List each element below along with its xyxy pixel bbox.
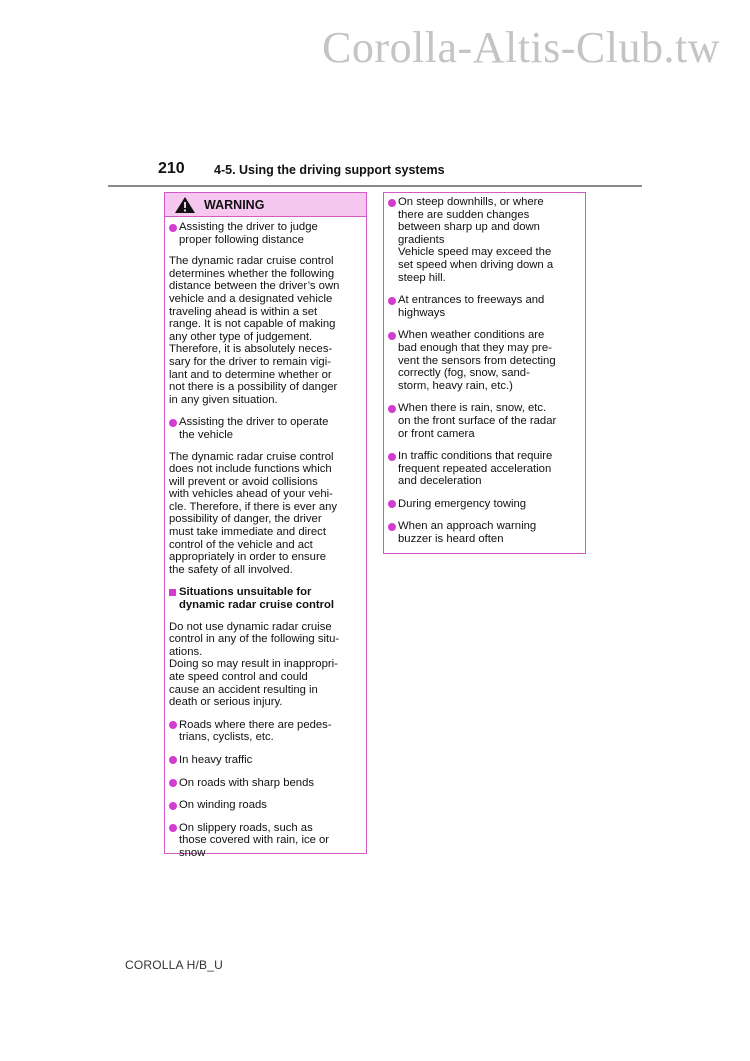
magenta-dot-icon <box>388 453 396 461</box>
magenta-dot-icon <box>169 779 177 787</box>
warning-content-continued <box>384 193 585 546</box>
list-item <box>388 294 580 319</box>
magenta-dot-icon <box>169 419 177 427</box>
list-item <box>388 402 580 440</box>
page-header <box>108 160 642 187</box>
section-title: 4-5. Using the driving support systems <box>214 163 445 177</box>
list-item-text: In heavy traffic <box>179 753 253 766</box>
paragraph: The dynamic radar cruise control does not include functions which will prevent or avoid collisions with vehicles ahead of your vehi- cle. Therefore, if there is ever any possibility of danger, the driver must take immediate and direct control of the vehicle and act appropriately in order to ensure the safety of all involved. <box>169 450 338 576</box>
list-item <box>169 719 361 744</box>
list-item-text: When weather conditions are bad enough that they may pre- vent the sensors from detecting correctly (fog, snow, sand- storm, heavy rain, etc.) <box>398 329 556 392</box>
list-item-text: At entrances to freeways and highways <box>398 294 545 319</box>
magenta-dot-icon <box>388 500 396 508</box>
paragraph: Do not use dynamic radar cruise control in any of the following situ- ations. Doing so may result in inappropri- ate speed control and could cause an accident resulting in death or serious injury. <box>169 620 340 709</box>
list-item-text: Assisting the driver to judge proper following distance <box>179 221 318 246</box>
list-item <box>388 498 580 511</box>
section-heading-text: Situations unsuitable for dynamic radar cruise control <box>179 586 335 612</box>
magenta-dot-icon <box>169 802 177 810</box>
warning-triangle-icon <box>174 196 196 214</box>
magenta-dot-icon <box>169 824 177 832</box>
list-item-text: When there is rain, snow, etc. on the front surface of the radar or front camera <box>398 402 557 440</box>
magenta-dot-icon <box>388 523 396 531</box>
section-heading <box>169 586 361 611</box>
list-item-text: On steep downhills, or where there are sudden changes between sharp up and down gradients Vehicle speed may exceed the set speed when driving down a steep hill. <box>398 196 554 284</box>
list-item <box>169 822 361 860</box>
magenta-dot-icon <box>388 332 396 340</box>
list-item <box>169 416 361 441</box>
magenta-dot-icon <box>169 721 177 729</box>
list-item-text: In traffic conditions that require frequent repeated acceleration and deceleration <box>398 450 553 488</box>
magenta-dot-icon <box>169 224 177 232</box>
list-item <box>388 450 580 488</box>
warning-box-left <box>164 192 367 859</box>
list-item-text: When an approach warning buzzer is heard often <box>398 520 537 546</box>
list-item-text: On winding roads <box>179 799 267 812</box>
warning-content <box>165 217 366 860</box>
list-item <box>169 754 361 767</box>
list-item <box>388 196 580 284</box>
magenta-dot-icon <box>169 756 177 764</box>
list-item <box>388 520 580 545</box>
warning-label: WARNING <box>204 197 265 212</box>
warning-header <box>165 193 366 217</box>
list-item <box>169 221 361 246</box>
warning-box-right <box>383 192 586 554</box>
magenta-dot-icon <box>388 405 396 413</box>
magenta-dot-icon <box>388 199 396 207</box>
magenta-square-icon <box>169 589 176 596</box>
list-item-text: On slippery roads, such as those covered with rain, ice or snow <box>179 821 330 859</box>
footer-model-code: COROLLA H/B_U <box>125 958 223 972</box>
list-item-text: Roads where there are pedes- trians, cyclists, etc. <box>179 718 332 744</box>
list-item-text: On roads with sharp bends <box>179 776 315 789</box>
list-item <box>388 329 580 392</box>
watermark: Corolla-Altis-Club.tw <box>322 23 720 72</box>
list-item-text: Assisting the driver to operate the vehicle <box>179 416 329 441</box>
magenta-dot-icon <box>388 297 396 305</box>
page-number: 210 <box>158 160 185 177</box>
paragraph: The dynamic radar cruise control determines whether the following distance between the driver’s own vehicle and a designated vehicle traveling ahead is within a set range. It is not capable of making any other type of judgement. Therefore, it is absolutely neces- sary for the driver to remain vigi- lant and to determine whether or not there is a possibility of danger in any given situation. <box>169 255 340 406</box>
list-item <box>169 799 361 812</box>
list-item <box>169 777 361 790</box>
list-item-text: During emergency towing <box>398 497 527 510</box>
